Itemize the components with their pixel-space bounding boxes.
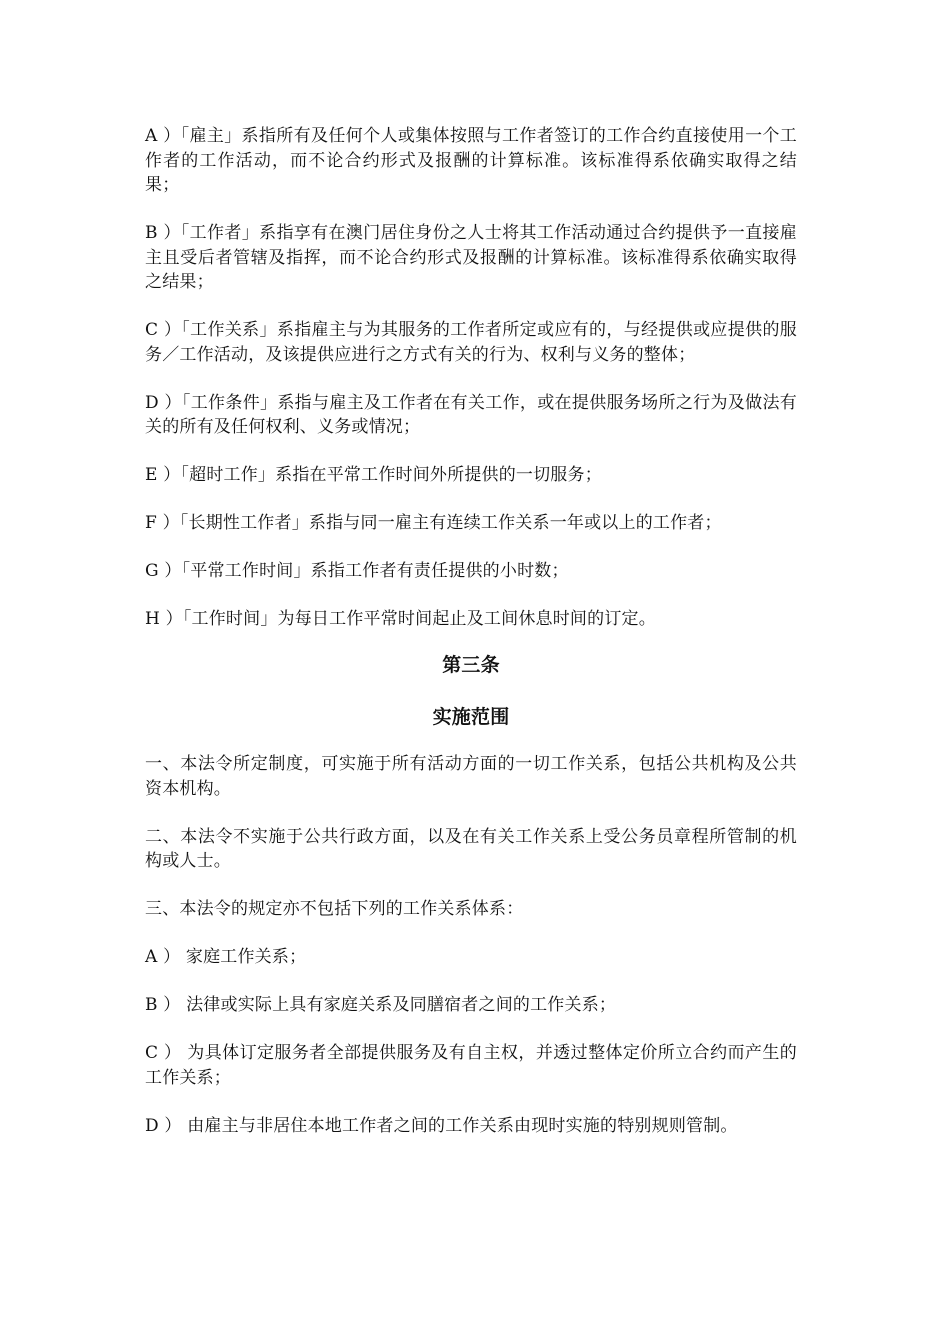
- article-number: 第三条: [442, 654, 500, 676]
- definition-c: C ）「工作关系」系指雇主与为其服务的工作者所定或应有的，与经提供或应提供的服务／工作活动，及该提供应进行之方式有关的行为、权利与义务的整体；: [145, 320, 797, 365]
- article-title: 实施范围: [432, 706, 510, 728]
- exclusion-c: C ） 为具体订定服务者全部提供服务及有自主权，并透过整体定价所立合约而产生的工作关系；: [145, 1043, 797, 1088]
- clause-2: 二、本法令不实施于公共行政方面，以及在有关工作关系上受公务员章程所管制的机构或人士。: [145, 826, 797, 871]
- exclusion-d: D ） 由雇主与非居住本地工作者之间的工作关系由现时实施的特别规则管制。: [145, 1115, 738, 1136]
- exclusion-a: A ） 家庭工作关系；: [145, 947, 307, 967]
- definition-a: A ）「雇主」系指所有及任何个人或集体按照与工作者签订的工作合约直接使用一个工作者的工作活动，而不论合约形式及报酬的计算标准。该标准得系依确实取得之结果；: [145, 126, 797, 195]
- clause-3: 三、本法令的规定亦不包括下列的工作关系体系：: [145, 899, 524, 919]
- exclusion-b: B ） 法律或实际上具有家庭关系及同膳宿者之间的工作关系；: [145, 995, 617, 1015]
- clause-1: 一、本法令所定制度，可实施于所有活动方面的一切工作关系，包括公共机构及公共资本机构。: [145, 754, 797, 799]
- definition-f: F ）「长期性工作者」系指与同一雇主有连续工作关系一年或以上的工作者；: [145, 513, 722, 533]
- definition-g: G ）「平常工作时间」系指工作者有责任提供的小时数；: [145, 561, 569, 581]
- definition-d: D ）「工作条件」系指与雇主及工作者在有关工作，或在提供服务场所之行为及做法有关的所有及任何权利、义务或情况；: [145, 392, 797, 437]
- definition-b: B ）「工作者」系指享有在澳门居住身份之人士将其工作活动通过合约提供予一直接雇主且受后者管辖及指挥，而不论合约形式及报酬的计算标准。该标准得系依确实取得之结果；: [145, 223, 797, 292]
- definition-e: E ）「超时工作」系指在平常工作时间外所提供的一切服务；: [145, 465, 602, 485]
- document-page: [145, 124, 797, 1162]
- definition-h: H ）「工作时间」为每日工作平常时间起止及工间休息时间的订定。: [145, 609, 656, 629]
